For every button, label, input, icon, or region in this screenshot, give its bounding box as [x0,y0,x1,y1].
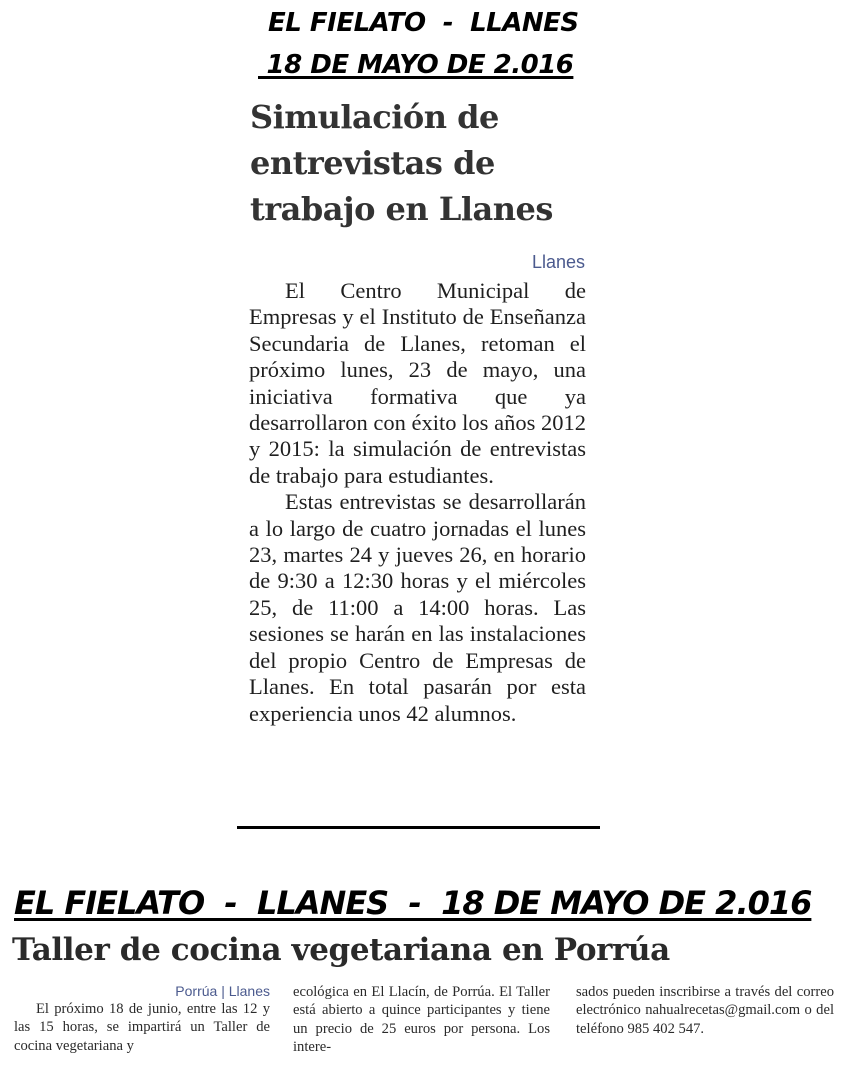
article2-column-3 [576,983,834,1038]
article2-text: ecológica en El Llacín, de Porrúa. El Taller está abierto a quince participantes y tiene un precio de 25 euros por persona. Los intere- [293,984,550,1055]
article1-body [249,278,586,727]
article2-text: El próximo 18 de junio, entre las 12 y las 15 horas, se impartirá un Taller de cocina vegetariana y [14,1001,270,1054]
article1-paragraph: Estas entrevistas se desarrollarán a lo largo de cuatro jornadas el lunes 23, martes 24 y jueves 26, en horario de 9:30 a 12:30 horas y el miércoles 25, de 11:00 a 14:00 horas. Las sesiones se harán en las instalaciones del propio Centro de Empresas de Llanes. En total pasarán por esta experiencia unos 42 alumnos. [249,489,586,726]
article1-end-rule [237,826,600,829]
article2-title: Taller de cocina vegetariana en Porrúa [12,932,670,968]
newspaper-header-line1: EL FIELATO - LLANES [268,8,579,38]
article1-paragraph: El Centro Municipal de Empresas y el Instituto de Enseñanza Secundaria de Llanes, retoman el próximo lunes, 23 de mayo, una iniciativa formativa que ya desarrollaron con éxito los años 2012 y 2015: la simulación de entrevistas de trabajo para estudiantes. [249,278,586,488]
article2-column-2 [293,983,550,1056]
newspaper-header-bottom: EL FIELATO - LLANES - 18 DE MAYO DE 2.016 [14,884,812,922]
article2-text: sados pueden inscribirse a través del correo electrónico nahualrecetas@gmail.com o del teléfono 985 402 547. [576,984,834,1037]
article1-dateline: Llanes [531,252,585,272]
article1-title: Simulación de entrevistas de trabajo en Llanes [250,98,553,228]
article2-column-1 [14,983,270,1055]
article2-dateline: Porrúa | Llanes [175,983,270,999]
newspaper-header-date: 18 DE MAYO DE 2.016 [258,50,574,80]
